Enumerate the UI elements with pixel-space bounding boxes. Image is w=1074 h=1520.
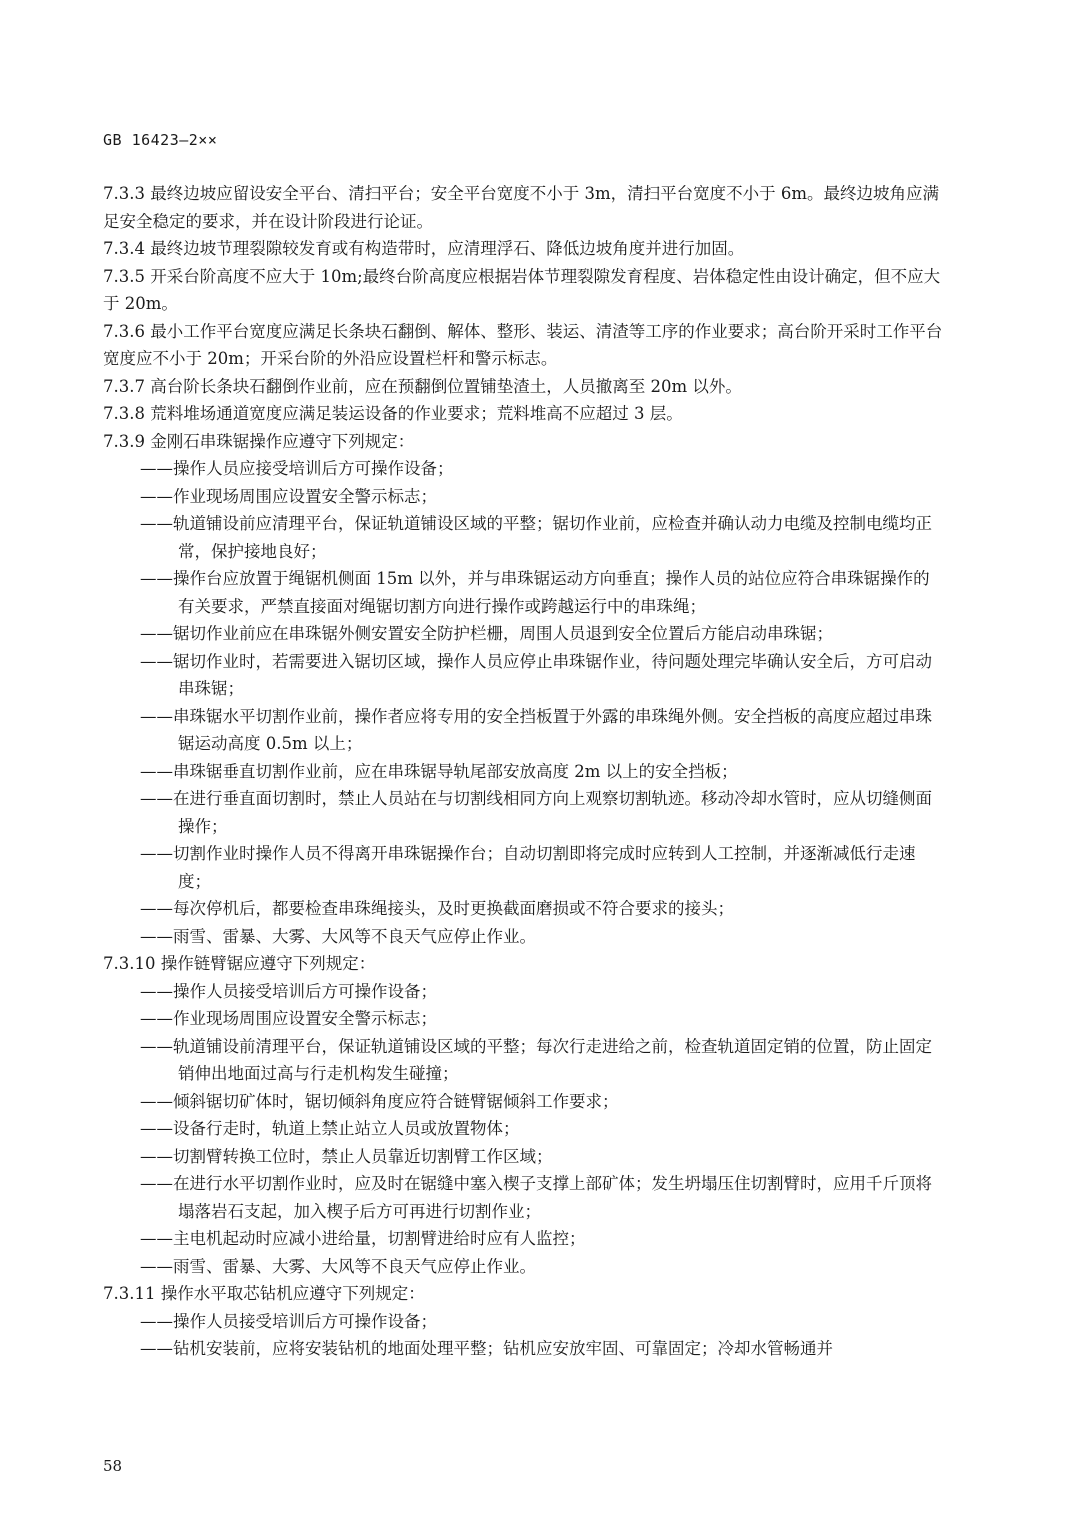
list-item: ——串珠锯水平切割作业前，操作者应将专用的安全挡板置于外露的串珠绳外侧。安全挡板的高度应超过串珠锯运动高度 0.5m 以上； bbox=[140, 706, 932, 753]
clause-paragraph: 7.3.4 最终边坡节理裂隙较发育或有构造带时，应清理浮石、降低边坡角度并进行加固。 bbox=[103, 239, 745, 258]
list-item: ——在进行垂直面切割时，禁止人员站在与切割线相同方向上观察切割轨迹。移动冷却水管时，应从切缝侧面操作； bbox=[140, 789, 932, 836]
clause-paragraph: 7.3.11 操作水平取芯钻机应遵守下列规定： bbox=[103, 1284, 425, 1303]
list-item: ——操作人员接受培训后方可操作设备； bbox=[140, 981, 437, 1001]
list-item: ——轨道铺设前清理平台，保证轨道铺设区域的平整；每次行走进给之前，检查轨道固定销的位置，防止固定销伸出地面过高与行走机构发生碰撞； bbox=[140, 1036, 932, 1083]
list-item: ——钻机安装前，应将安装钻机的地面处理平整；钻机应安放牢固、可靠固定；冷却水管畅通并 bbox=[140, 1339, 833, 1358]
list-item: ——在进行水平切割作业时，应及时在锯缝中塞入楔子支撑上部矿体；发生坍塌压住切割臂时，应用千斤顶将塌落岩石支起，加入楔子后方可再进行切割作业； bbox=[140, 1174, 932, 1221]
list-item: ——操作人员应接受培训后方可操作设备； bbox=[140, 459, 454, 478]
list-item: ——设备行走时，轨道上禁止站立人员或放置物体； bbox=[140, 1119, 520, 1138]
list-item: ——每次停机后，都要检查串珠绳接头，及时更换截面磨损或不符合要求的接头； bbox=[140, 899, 734, 918]
clause-paragraph: 7.3.10 操作链臂锯应遵守下列规定： bbox=[103, 954, 376, 973]
list-item: ——操作台应放置于绳锯机侧面 15m 以外，并与串珠锯运动方向垂直；操作人员的站位应符合串珠锯操作的有关要求，严禁直接面对绳锯切割方向进行操作或跨越运行中的串珠绳； bbox=[140, 569, 930, 616]
standard-code-header: GB 16423—2×× bbox=[103, 131, 218, 149]
clause-paragraph: 7.3.9 金刚石串珠锯操作应遵守下列规定： bbox=[103, 431, 415, 451]
list-item: ——作业现场周围应设置安全警示标志； bbox=[140, 486, 437, 506]
list-item: ——锯切作业时，若需要进入锯切区域，操作人员应停止串珠锯作业，待问题处理完毕确认安全后，方可启动串珠锯； bbox=[140, 651, 932, 698]
clause-paragraph: 7.3.5 开采台阶高度不应大于 10m;最终台阶高度应根据岩体节理裂隙发育程度、岩体稳定性由设计确定，但不应大于 20m。 bbox=[103, 266, 941, 313]
list-item: ——操作人员接受培训后方可操作设备； bbox=[140, 1311, 437, 1331]
clause-paragraph: 7.3.8 荒料堆场通道宽度应满足装运设备的作业要求；荒料堆高不应超过 3 层。 bbox=[103, 404, 683, 423]
document-body bbox=[103, 180, 943, 1363]
list-item: ——雨雪、雷暴、大雾、大风等不良天气应停止作业。 bbox=[140, 1256, 536, 1276]
clause-paragraph: 7.3.7 高台阶长条块石翻倒作业前，应在预翻倒位置铺垫渣土，人员撤离至 20m 以外。 bbox=[103, 376, 742, 396]
list-item: ——切割作业时操作人员不得离开串珠锯操作台；自动切割即将完成时应转到人工控制，并逐渐减低行走速度； bbox=[140, 844, 916, 891]
list-item: ——串珠锯垂直切割作业前，应在串珠锯导轨尾部安放高度 2m 以上的安全挡板； bbox=[140, 761, 738, 781]
list-item: ——主电机起动时应减小进给量，切割臂进给时应有人监控； bbox=[140, 1229, 586, 1248]
list-item: ——轨道铺设前应清理平台，保证轨道铺设区域的平整；锯切作业前，应检查并确认动力电缆及控制电缆均正常，保护接地良好； bbox=[140, 514, 932, 561]
list-item: ——锯切作业前应在串珠锯外侧安置安全防护栏栅，周围人员退到安全位置后方能启动串珠锯； bbox=[140, 624, 833, 643]
clause-paragraph: 7.3.6 最小工作平台宽度应满足长条块石翻倒、解体、整形、装运、清渣等工序的作业要求；高台阶开采时工作平台宽度应不小于 20m；开采台阶的外沿应设置栏杆和警示标志。 bbox=[103, 321, 943, 368]
list-item: ——作业现场周围应设置安全警示标志； bbox=[140, 1009, 437, 1028]
list-item: ——雨雪、雷暴、大雾、大风等不良天气应停止作业。 bbox=[140, 926, 536, 946]
list-item: ——倾斜锯切矿体时，锯切倾斜角度应符合链臂锯倾斜工作要求； bbox=[140, 1091, 619, 1111]
page-number: 58 bbox=[103, 1457, 123, 1475]
list-item: ——切割臂转换工位时，禁止人员靠近切割臂工作区域； bbox=[140, 1146, 553, 1166]
clause-paragraph: 7.3.3 最终边坡应留设安全平台、清扫平台；安全平台宽度不小于 3m，清扫平台宽度不小于 6m。最终边坡角应满足安全稳定的要求，并在设计阶段进行论证。 bbox=[103, 184, 940, 231]
